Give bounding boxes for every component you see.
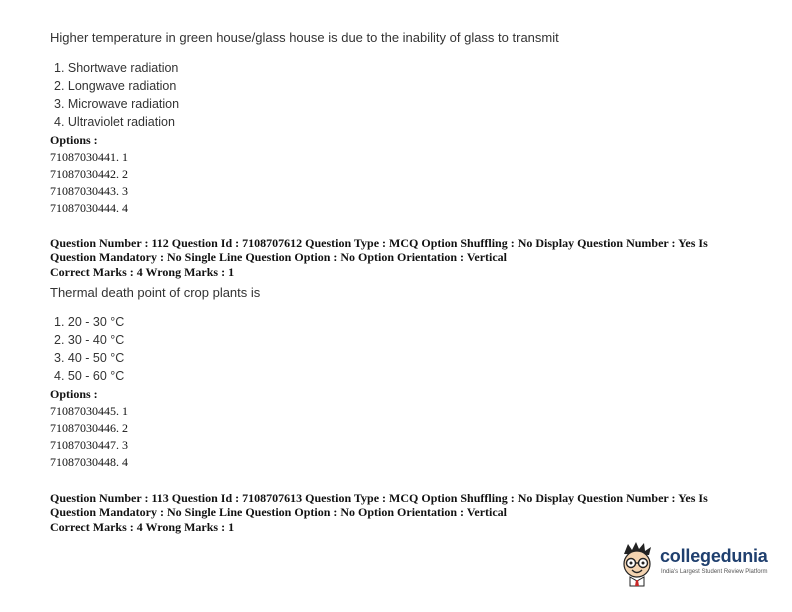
option-id-2: 71087030446. 2 xyxy=(50,421,128,435)
marks-info: Correct Marks : 4 Wrong Marks : 1 xyxy=(50,265,235,279)
question-meta-line-1: Question Number : 113 Question Id : 7108707613 Question Type : MCQ Option Shuffling : No Display Question Number : Yes Is xyxy=(50,491,708,505)
choice-4: 4. 50 - 60 °C xyxy=(54,369,125,383)
question-meta-line-2: Question Mandatory : No Single Line Question Option : No Option Orientation : Vertical xyxy=(50,249,508,264)
choice-3: 3. 40 - 50 °C xyxy=(54,351,125,365)
options-list xyxy=(50,386,128,471)
answer-choices xyxy=(54,313,124,385)
answer-choices xyxy=(54,59,179,131)
options-label: Options : xyxy=(50,133,98,147)
marks-info: Correct Marks : 4 Wrong Marks : 1 xyxy=(50,520,235,534)
question-meta-line-1: Question Number : 112 Question Id : 7108707612 Question Type : MCQ Option Shuffling : No Display Question Number : Yes Is xyxy=(50,236,708,250)
logo-tagline: India's Largest Student Review Platform xyxy=(661,569,768,575)
collegedunia-logo xyxy=(618,540,778,590)
option-id-1: 71087030445. 1 xyxy=(50,404,128,418)
question-meta xyxy=(50,492,750,535)
options-list xyxy=(50,132,128,217)
option-id-3: 71087030443. 3 xyxy=(50,184,128,198)
options-label: Options : xyxy=(50,387,98,401)
option-id-4: 71087030448. 4 xyxy=(50,455,128,469)
question-meta xyxy=(50,237,750,280)
question-meta-line-2: Question Mandatory : No Single Line Question Option : No Option Orientation : Vertical xyxy=(50,504,508,519)
option-id-1: 71087030441. 1 xyxy=(50,150,128,164)
question-text: Higher temperature in green house/glass house is due to the inability of glass to transmit xyxy=(50,30,559,45)
logo-wordmark: collegedunia xyxy=(660,546,768,566)
option-id-2: 71087030442. 2 xyxy=(50,167,128,181)
choice-4: 4. Ultraviolet radiation xyxy=(54,115,175,129)
option-id-4: 71087030444. 4 xyxy=(50,201,128,215)
mascot-icon xyxy=(618,540,658,590)
choice-1: 1. 20 - 30 °C xyxy=(54,315,125,329)
choice-3: 3. Microwave radiation xyxy=(54,97,180,111)
option-id-3: 71087030447. 3 xyxy=(50,438,128,452)
choice-2: 2. Longwave radiation xyxy=(54,79,177,93)
question-text: Thermal death point of crop plants is xyxy=(50,285,261,300)
choice-1: 1. Shortwave radiation xyxy=(54,61,179,75)
choice-2: 2. 30 - 40 °C xyxy=(54,333,125,347)
